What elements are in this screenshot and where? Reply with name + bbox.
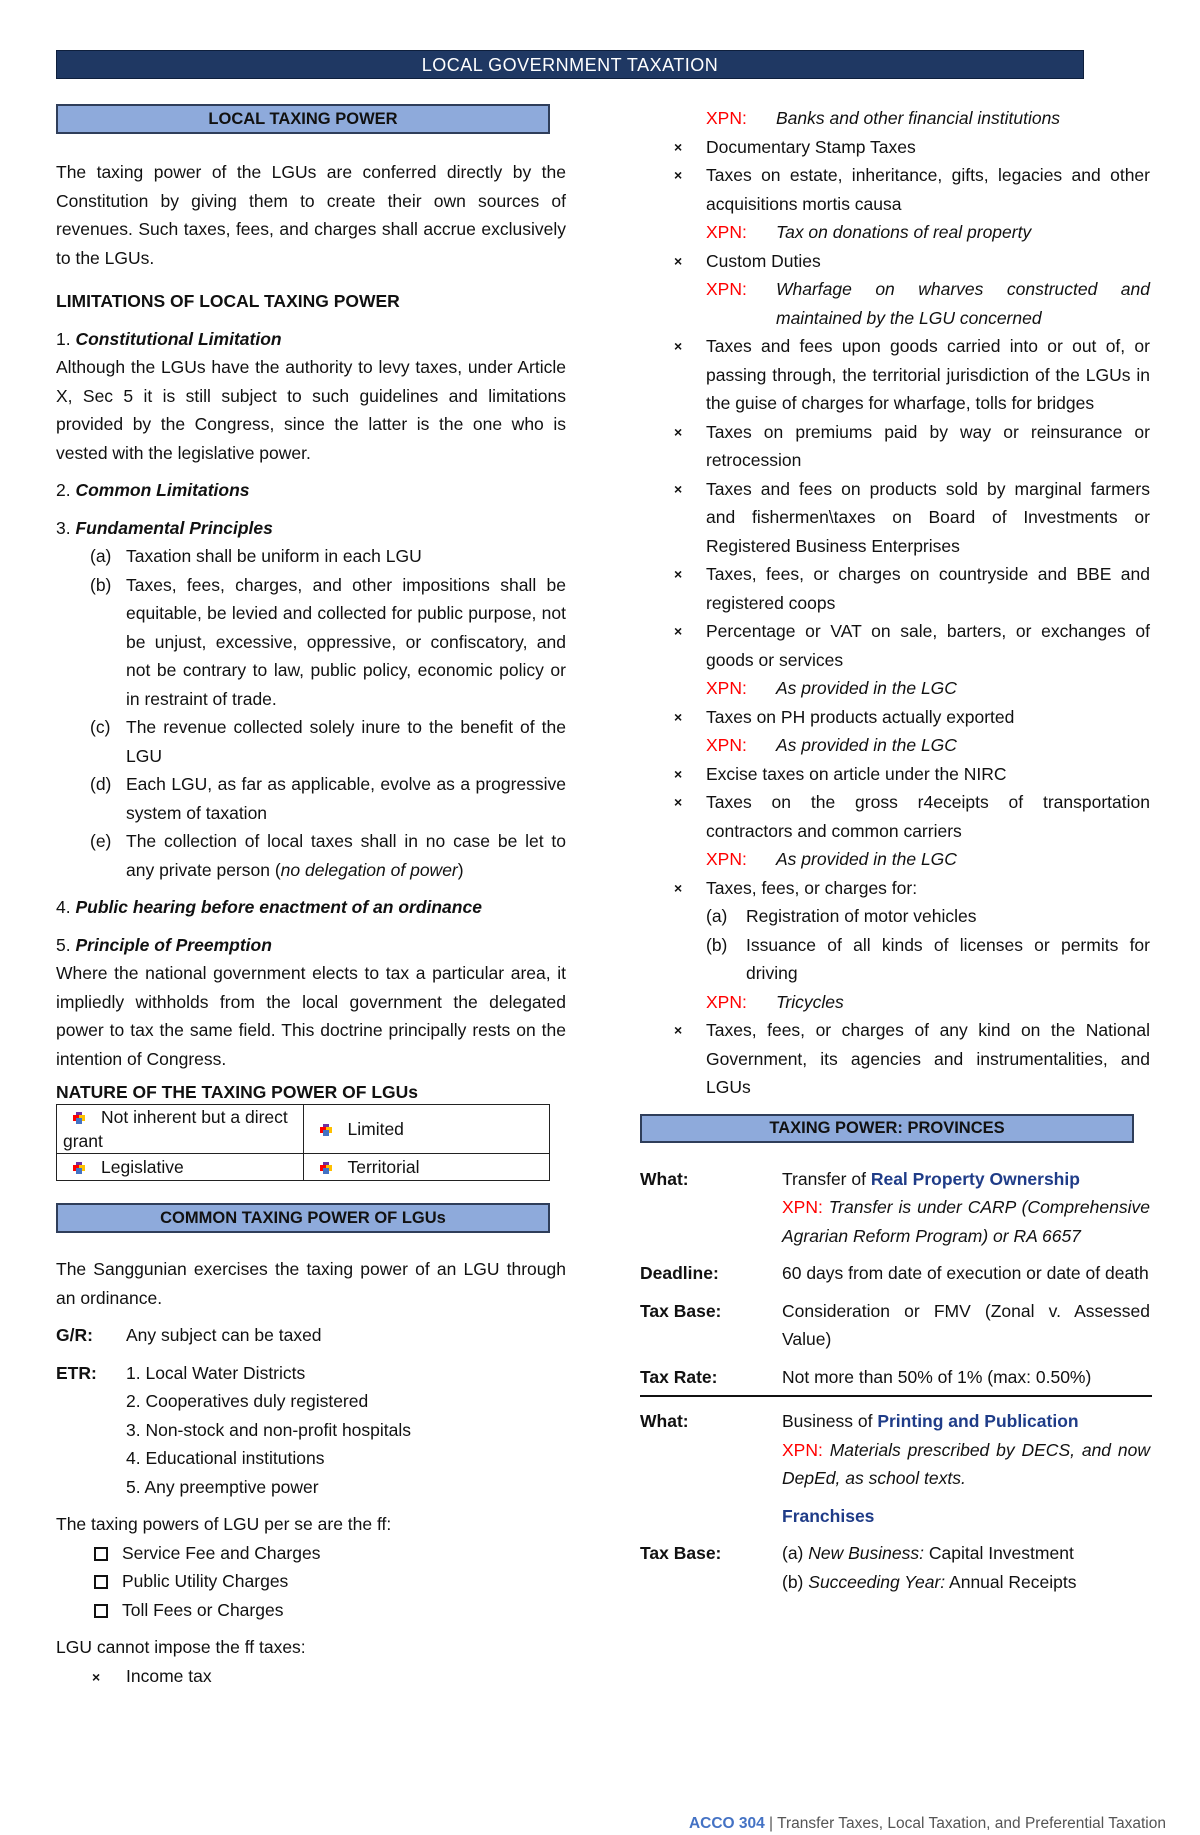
exception-note: XPN: As provided in the LGC bbox=[706, 849, 957, 869]
section-header-local-taxing-power: LOCAL TAXING POWER bbox=[56, 104, 550, 134]
tax-base-row-2: Tax Base: (a) New Business: Capital Investment (b) Succeeding Year: Annual Receipts bbox=[640, 1543, 1077, 1592]
exception-note: XPN: Banks and other financial institutions bbox=[706, 108, 1061, 128]
tax-rate-row: Tax Rate: Not more than 50% of 1% (max: 0.50%) bbox=[640, 1366, 1092, 1387]
exclusion-item: × Taxes and fees on products sold by marginal farmers and fishermen\taxes on Board of Investments or Registered Business Enterprises bbox=[640, 475, 1150, 561]
x-bullet-icon: × bbox=[674, 794, 683, 810]
checkbox-bullet-icon bbox=[94, 1575, 108, 1589]
general-rule-row: G/R: Any subject can be taxed bbox=[56, 1325, 322, 1345]
exception-note: XPN: As provided in the LGC bbox=[706, 678, 957, 698]
page-title: LOCAL GOVERNMENT TAXATION bbox=[56, 50, 1084, 79]
exception-note: XPN: Tricycles bbox=[706, 991, 844, 1012]
x-bullet-icon: × bbox=[674, 138, 683, 155]
x-bullet-icon: × bbox=[674, 423, 683, 440]
sub-item: (a) Registration of motor vehicles bbox=[706, 906, 977, 926]
cannot-impose-item: × Income tax bbox=[56, 1662, 566, 1692]
principles-list bbox=[56, 542, 566, 884]
exclusion-item: × Taxes, fees, or charges for: bbox=[640, 874, 1150, 903]
limitations-heading: LIMITATIONS OF LOCAL TAXING POWER bbox=[56, 291, 400, 311]
right-column bbox=[640, 104, 1150, 1596]
exclusion-item: × Taxes and fees upon goods carried into or out of, or passing through, the territorial jurisdiction of the LGUs in the guise of charges for wharfage, tolls for bridges bbox=[640, 332, 1150, 418]
section-header-common-taxing-power: COMMON TAXING POWER OF LGUs bbox=[56, 1203, 550, 1233]
principle-item: (d) Each LGU, as far as applicable, evolve as a progressive system of taxation bbox=[90, 774, 566, 823]
principle-item: (b) Taxes, fees, charges, and other impositions shall be equitable, be levied and collected for public purpose, not be unjust, excessive, oppressive, or confiscatory, and not be contrary to law, public policy, economic policy or in restraint of trade. bbox=[90, 574, 566, 709]
exclusion-item: × Taxes, fees, or charges of any kind on the National Government, its agencies and instrumentalities, and LGUs bbox=[640, 1016, 1150, 1102]
exclusion-item: × Custom Duties bbox=[640, 247, 1150, 276]
exception-item: 3. Non-stock and non-profit hospitals bbox=[126, 1419, 412, 1440]
divider bbox=[640, 1395, 1152, 1397]
exception-note: XPN: As provided in the LGC bbox=[706, 735, 957, 755]
exception-item: 4. Educational institutions bbox=[126, 1448, 325, 1468]
x-bullet-icon: × bbox=[674, 338, 683, 354]
nature-cell: Legislative bbox=[57, 1154, 304, 1181]
left-column bbox=[56, 104, 566, 1691]
tax-base-row: Tax Base: Consideration or FMV (Zonal v. Assessed Value) bbox=[640, 1300, 1150, 1349]
per-se-item: Service Fee and Charges bbox=[56, 1539, 566, 1568]
principle-item: (e) The collection of local taxes shall in no case be let to any private person (no delegation of power) bbox=[90, 831, 566, 880]
per-se-text: The taxing powers of LGU per se are the ff: bbox=[56, 1514, 392, 1534]
checkbox-bullet-icon bbox=[94, 1547, 108, 1561]
limitation-2-heading: 2. Common Limitations bbox=[56, 480, 250, 500]
limitation-5-heading: 5. Principle of Preemption bbox=[56, 934, 272, 955]
limitation-4-heading: 4. Public hearing before enactment of an ordinance bbox=[56, 897, 482, 917]
exclusion-item: × Taxes on PH products actually exported bbox=[640, 703, 1150, 732]
diamond-bullet-icon bbox=[320, 1162, 332, 1174]
per-se-item: Toll Fees or Charges bbox=[56, 1596, 566, 1625]
exclusion-item: × Taxes on the gross r4eceipts of transportation contractors and common carriers bbox=[640, 788, 1150, 845]
nature-table bbox=[56, 1104, 550, 1181]
x-bullet-icon: × bbox=[674, 566, 683, 582]
x-bullet-icon: × bbox=[674, 1022, 683, 1038]
exception-note: XPN: Tax on donations of real property bbox=[706, 222, 1032, 242]
x-bullet-icon: × bbox=[674, 623, 683, 639]
diamond-bullet-icon bbox=[320, 1124, 332, 1136]
x-bullet-icon: × bbox=[674, 167, 683, 183]
x-bullet-icon: × bbox=[92, 1668, 101, 1685]
checkbox-bullet-icon bbox=[94, 1604, 108, 1618]
exception-item: 1. Local Water Districts bbox=[126, 1362, 306, 1383]
exclusion-item: × Percentage or VAT on sale, barters, or exchanges of goods or services bbox=[640, 617, 1150, 674]
x-bullet-icon: × bbox=[674, 708, 683, 725]
deadline-row: Deadline: 60 days from date of execution or date of death bbox=[640, 1263, 1149, 1283]
what-row-2: What: Business of Printing and Publication XPN: Materials prescribed by DECS, and now DepEd, as school texts. Franchises bbox=[640, 1407, 1150, 1530]
nature-cell: Limited bbox=[303, 1105, 550, 1154]
franchises-label: Franchises bbox=[782, 1505, 875, 1526]
principle-item: (a) Taxation shall be uniform in each LGU bbox=[90, 546, 422, 566]
section-header-provinces: TAXING POWER: PROVINCES bbox=[640, 1114, 1134, 1143]
exclusion-item: × Taxes on premiums paid by way or reinsurance or retrocession bbox=[640, 418, 1150, 475]
exception-item: 5. Any preemptive power bbox=[126, 1476, 319, 1497]
common-taxing-power-text: The Sanggunian exercises the taxing power of an LGU through an ordinance. bbox=[56, 1259, 566, 1308]
what-row: What: Transfer of Real Property Ownership XPN: Transfer is under CARP (Comprehensive Agrarian Reform Program) or RA 6657 bbox=[640, 1168, 1150, 1246]
x-bullet-icon: × bbox=[674, 879, 683, 896]
x-bullet-icon: × bbox=[674, 765, 683, 782]
exception-note: XPN: Wharfage on wharves constructed and maintained by the LGU concerned bbox=[706, 279, 1150, 328]
exception-item: 2. Cooperatives duly registered bbox=[126, 1391, 369, 1411]
cannot-impose-list bbox=[640, 104, 1150, 1102]
exclusion-item: × Excise taxes on article under the NIRC bbox=[640, 760, 1150, 789]
limitation-5-text: Where the national government elects to tax a particular area, it impliedly withholds from the local government the delegated power to tax the same field. This doctrine principally rests on the intention of Congress. bbox=[56, 963, 566, 1069]
exclusion-item: × Taxes on estate, inheritance, gifts, legacies and other acquisitions mortis causa bbox=[640, 161, 1150, 218]
sub-item: (b) Issuance of all kinds of licenses or permits for driving bbox=[706, 934, 1150, 983]
limitation-3-heading: 3. Fundamental Principles bbox=[56, 517, 273, 538]
limitation-1-text: Although the LGUs have the authority to levy taxes, under Article X, Sec 5 it is still subject to such guidelines and limitations provided by the Congress, since the latter is the one who is vested with the legislative power. bbox=[56, 357, 566, 463]
x-bullet-icon: × bbox=[674, 252, 683, 269]
diamond-bullet-icon bbox=[73, 1112, 85, 1124]
exception-row: ETR: 1. Local Water Districts 2. Cooperatives duly registered 3. Non-stock and non-profit hospitals 4. Educational institutions 5. Any preemptive power bbox=[56, 1359, 566, 1502]
local-taxing-power-text: The taxing power of the LGUs are conferred directly by the Constitution by giving them to create their own sources of revenues. Such taxes, fees, and charges shall accrue exclusively to the LGUs. bbox=[56, 162, 566, 268]
nature-heading: NATURE OF THE TAXING POWER OF LGUs bbox=[56, 1082, 418, 1102]
nature-cell: Territorial bbox=[303, 1154, 550, 1181]
limitation-1-heading: 1. Constitutional Limitation bbox=[56, 328, 282, 349]
cannot-impose-text: LGU cannot impose the ff taxes: bbox=[56, 1637, 306, 1657]
exclusion-item: × Taxes, fees, or charges on countryside and BBE and registered coops bbox=[640, 560, 1150, 617]
per-se-item: Public Utility Charges bbox=[56, 1567, 566, 1596]
page-footer: ACCO 304 | Transfer Taxes, Local Taxation, and Preferential Taxation bbox=[688, 1815, 1166, 1832]
x-bullet-icon: × bbox=[674, 480, 683, 497]
exclusion-item: × Documentary Stamp Taxes bbox=[640, 133, 1150, 162]
diamond-bullet-icon bbox=[73, 1162, 85, 1174]
principle-item: (c) The revenue collected solely inure to the benefit of the LGU bbox=[90, 717, 566, 766]
nature-cell: Not inherent but a direct grant bbox=[57, 1105, 304, 1154]
